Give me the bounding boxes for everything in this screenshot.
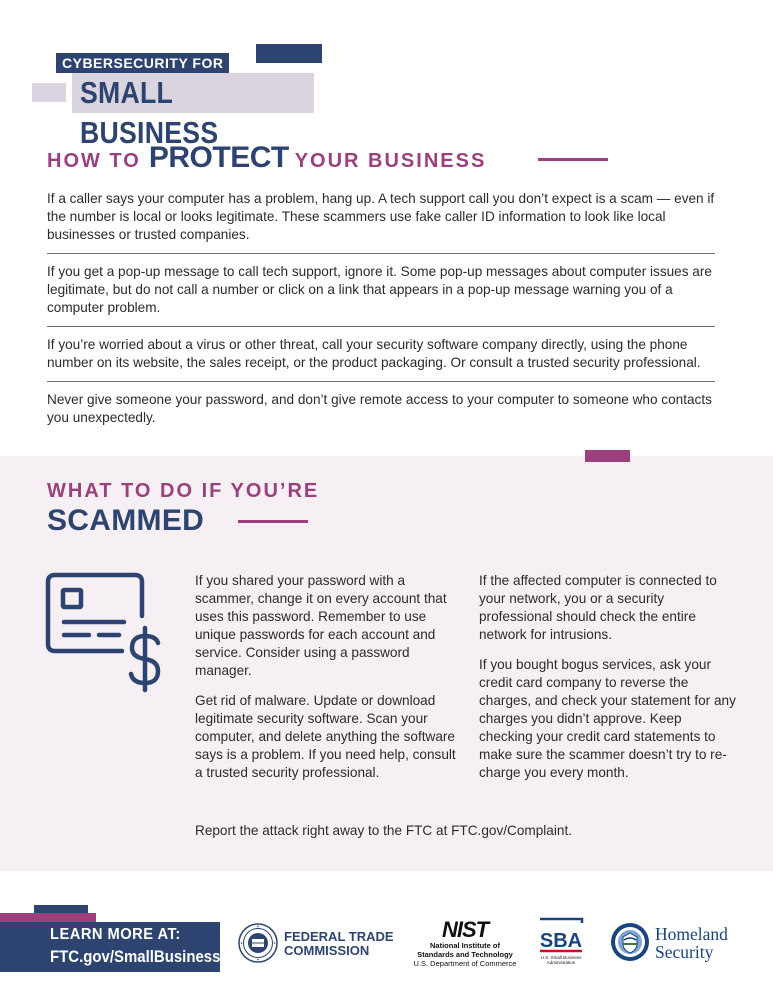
sba-name: U.S. Small Business Administration — [540, 955, 582, 965]
nist-name-line1: National Institute of — [430, 941, 500, 950]
protect-heading-post: YOUR BUSINESS — [294, 150, 487, 172]
header-accent-block — [256, 44, 322, 63]
scammed-heading-rule — [238, 520, 308, 523]
protect-heading-rule — [538, 158, 608, 161]
ftc-name: FEDERAL TRADE COMMISSION — [284, 929, 394, 958]
learn-more-label: LEARN MORE AT: — [50, 926, 181, 943]
divider — [47, 381, 715, 382]
nist-mark: NIST — [441, 917, 489, 942]
learn-more-url[interactable]: FTC.gov/SmallBusiness — [50, 947, 221, 966]
scammed-paragraph: If you bought bogus services, ask your credit card company to reverse the charges, and check your statement for any charges you didn’t approve. Keep checking your credit card statements to make sure the scammer doesn’t try to re-charge you every month. — [479, 657, 736, 780]
protect-heading-pre: HOW TO — [47, 150, 141, 172]
scammed-accent-block — [585, 450, 630, 462]
sba-logo — [537, 915, 585, 971]
scammed-paragraph: Get rid of malware. Update or download legitimate security software. Scan your computer, and delete anything the software says is a problem. If you need help, consult a trusted security professional. — [195, 693, 456, 780]
protect-paragraph: Never give someone your password, and don’t give remote access to your computer to someone who contacts you unexpectedly. — [47, 392, 712, 425]
svg-text:SBA: SBA — [539, 930, 583, 952]
header-accent-block-left — [32, 83, 66, 102]
dhs-logo — [610, 920, 750, 968]
scammed-kicker: WHAT TO DO IF YOU’RE — [47, 480, 320, 502]
report-line: Report the attack right away to the FTC at FTC.gov/Complaint. — [195, 823, 573, 838]
learn-more-box[interactable] — [0, 922, 220, 972]
scammed-paragraph: If the affected computer is connected to your network, you or a security professional should check the entire network for intrusions. — [479, 573, 717, 642]
divider — [47, 253, 715, 254]
protect-heading-main: PROTECT — [148, 141, 289, 174]
ftc-logo — [238, 922, 398, 966]
credit-card-dollar-icon — [44, 570, 170, 694]
scammed-paragraph: If you shared your password with a scammer, change it on every account that uses this password. Remember to use unique passwords for each account and service. Consider using a password manager. — [195, 573, 447, 678]
header-title: SMALL BUSINESS — [72, 73, 314, 113]
dhs-seal-icon — [610, 922, 650, 962]
protect-paragraph: If a caller says your computer has a problem, hang up. A tech support call you don’t expect is a scam — even if the number is local or looks legitimate. These scammers use fake caller ID information to look like local businesses or trusted companies. — [47, 191, 715, 242]
nist-dept: U.S. Department of Commerce — [413, 959, 517, 968]
footer-accent-bar — [0, 913, 96, 922]
sba-mark-icon — [537, 915, 585, 955]
protect-heading — [47, 141, 486, 177]
scammed-left-column — [195, 572, 457, 794]
scammed-right-column — [479, 572, 737, 794]
scammed-title: SCAMMED — [47, 504, 205, 537]
protect-paragraph: If you’re worried about a virus or other threat, call your security software company directly, using the phone number on its website, the sales receipt, or the product packaging. Or consult a trusted security professional. — [47, 337, 701, 370]
ftc-seal-icon — [238, 923, 278, 963]
header-eyebrow: CYBERSECURITY FOR — [56, 53, 229, 73]
protect-paragraph: If you get a pop-up message to call tech support, ignore it. Some pop-up messages about computer issues are legitimate, but do not call a number or click on a link that appears in a pop-up message warning you of a computer problem. — [47, 264, 712, 315]
nist-logo — [410, 918, 520, 968]
nist-name-line2: Standards and Technology — [417, 949, 513, 959]
dhs-name: Homeland Security — [655, 924, 728, 962]
protect-paragraphs — [47, 190, 715, 436]
divider — [47, 326, 715, 327]
